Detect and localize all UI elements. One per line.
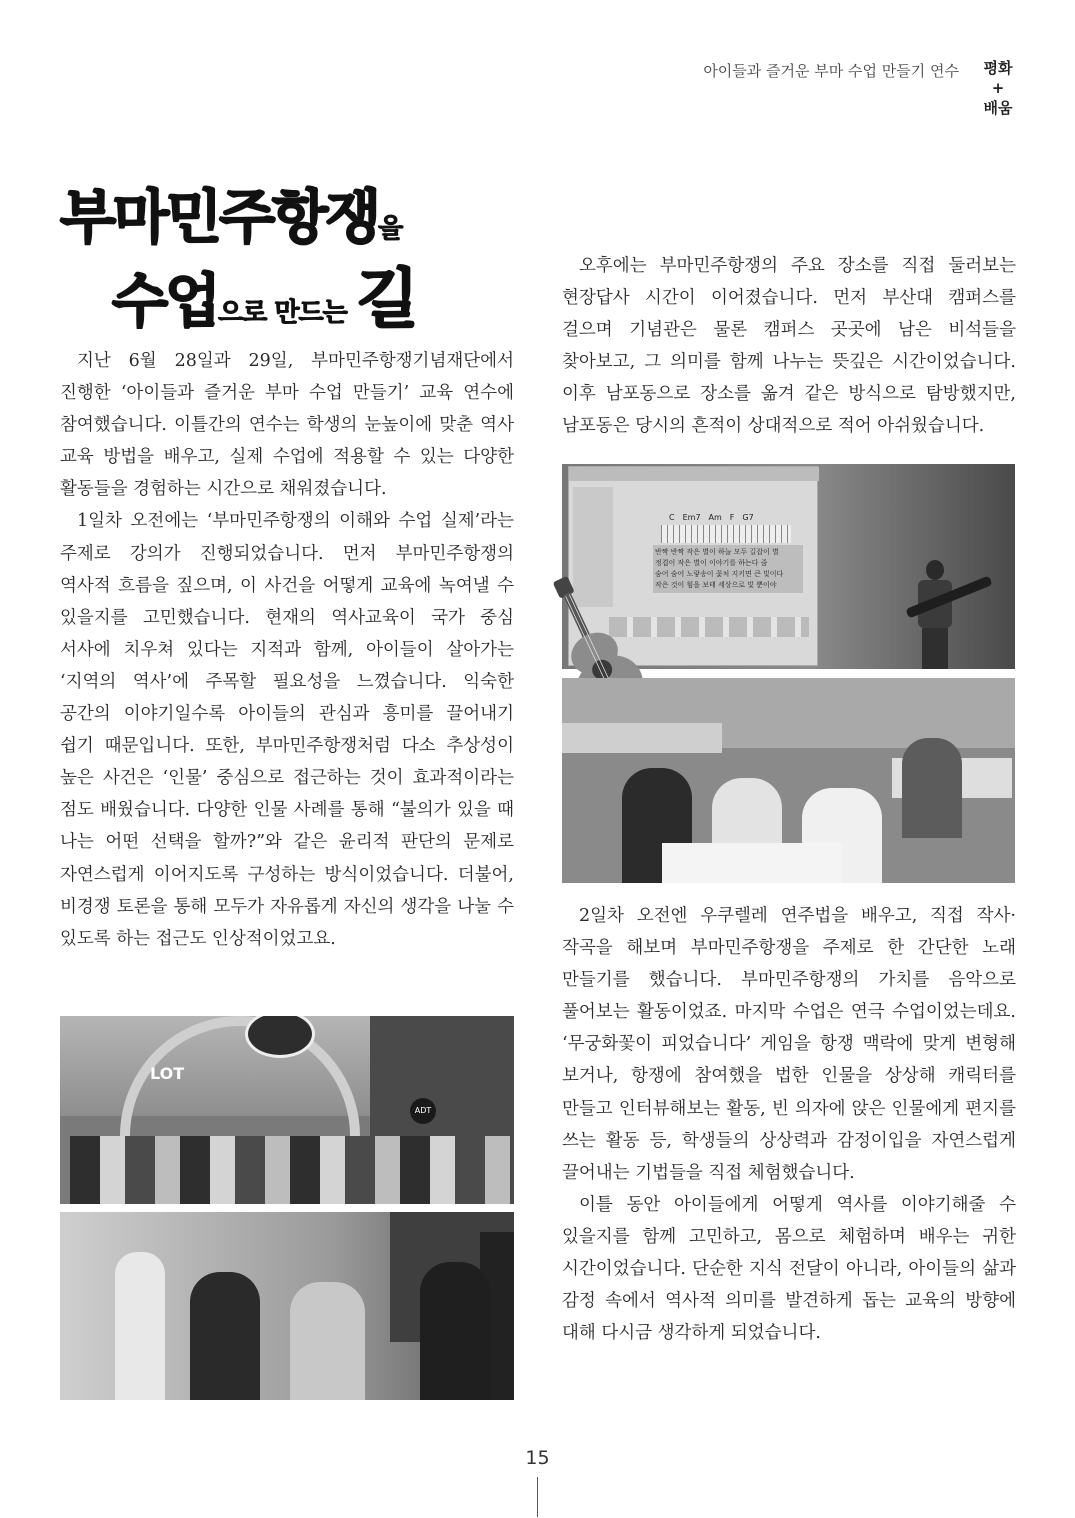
photo-street-tour	[60, 1016, 514, 1204]
article-headline	[60, 170, 530, 337]
paragraph: 2일차 오전엔 우쿠렐레 연주법을 배우고, 직접 작사·작곡을 해보며 부마민주항쟁을 주제로 한 간단한 노래 만들기를 했습니다. 부마민주항쟁의 가치를 음악으로 풀어보는 활동이었죠. 마지막 수업은 연극 수업이었는데요. ‘무궁화꽃이 피었습니다’ 게임을 항쟁 맥락에 맞게 변형해 보거나, 항쟁에 참여했을 법한 인물을 상상해 캐릭터를 만들고 인터뷰해보는 활동, 빈 의자에 앉은 인물에게 편지를 쓰는 활동 등, 학생들의 상상력과 감정이입을 자연스럽게 끌어내는 기법들을 직접 체험했습니다.	[562, 906, 1016, 1183]
section-title: 아이들과 즐거운 부마 수업 만들기 연수	[703, 62, 959, 80]
lyric-line: 작은 것이 힘을 보태 세상으로 빛 뿐이야	[655, 581, 777, 589]
left-column-text	[60, 345, 514, 955]
headline-line-2	[112, 248, 419, 340]
performer-figure	[914, 560, 954, 669]
brand-line-2: +	[991, 79, 1005, 97]
brand-line-1: 평화	[983, 59, 1013, 77]
chord-label: F	[729, 513, 735, 522]
person	[115, 1252, 165, 1400]
chord-label: Am	[708, 513, 722, 522]
photo-museum-tour	[60, 1212, 514, 1400]
crowd	[70, 1136, 510, 1204]
chord-label: C	[669, 513, 675, 522]
lyric-line: 정겹이 작은 별이 이야기를 하는다 줌	[655, 559, 768, 567]
headline-word-gil: 길	[356, 263, 419, 337]
headline-word-sueop: 수업	[112, 267, 219, 335]
person	[420, 1262, 490, 1400]
brand-mark	[981, 58, 1015, 118]
page-number: 15	[525, 1447, 550, 1469]
right-column-bottom-text	[562, 900, 1016, 1349]
person	[902, 738, 962, 838]
chord-label: G7	[742, 513, 754, 522]
headline-particle-eul: 을	[378, 214, 403, 244]
chord-label: Em7	[682, 513, 701, 522]
headline-phrase-mandeuneun: 으로 만드는	[218, 298, 347, 328]
paragraph: 지난 6월 28일과 29일, 부마민주항쟁기념재단에서 진행한 ‘아이들과 즐거운 부마 수업 만들기’ 교육 연수에 참여했습니다. 이틀간의 연수는 학생의 눈높이에 맞춘 역사 교육 방법을 배우고, 실제 수업에 적용할 수 있는 다양한 활동들을 경험하는 시간으로 채워졌습니다.	[60, 351, 514, 500]
person	[190, 1272, 260, 1400]
store-sign: ADT	[410, 1098, 436, 1124]
paragraph: 이틀 동안 아이들에게 어떻게 역사를 이야기해줄 수 있을지를 함께 고민하고, 몸으로 체험하며 배우는 귀한 시간이었습니다. 단순한 지식 전달이 아니라, 아이들의 삶과 감정 속에서 역사적 의미를 발견하게 돕는 교육의 방향에 대해 다시금 생각하게 되었습니다.	[562, 1194, 1016, 1344]
lyric-line: 반짝 반짝 작은 별이 하늘 모두 길잡이 별	[655, 548, 779, 556]
running-header	[703, 58, 1015, 118]
store-sign: LOT	[150, 1064, 185, 1083]
person	[290, 1282, 365, 1400]
brand-line-3: 배움	[983, 99, 1013, 117]
paragraph: 오후에는 부마민주항쟁의 주요 장소를 직접 둘러보는 현장답사 시간이 이어졌습니다. 먼저 부산대 캠퍼스를 걸으며 기념관은 물론 캠퍼스 곳곳에 남은 비석들을 찾아보고, 그 의미를 함께 나누는 뜻깊은 시간이었습니다. 이후 남포동으로 장소를 옮겨 같은 방식으로 탐방했지만, 남포동은 당시의 흔적이 상대적으로 적어 아쉬웠습니다.	[562, 256, 1016, 437]
headline-line-1	[60, 170, 402, 254]
lyric-line: 숨어 숨어 노랗송이 꽃처 지키면 큰 빛이다	[655, 570, 784, 578]
headline-word-bumahangjaeng: 부마민주항쟁	[60, 183, 379, 251]
right-column-top-text	[562, 250, 1016, 443]
page-number-rule	[537, 1477, 538, 1517]
paragraph: 1일차 오전에는 ‘부마민주항쟁의 이해와 수업 실제’라는 주제로 강의가 진행되었습니다. 먼저 부마민주항쟁의 역사적 흐름을 짚으며, 이 사건을 어떻게 교육에 녹여낼 수 있을지를 고민했습니다. 현재의 역사교육이 국가 중심 서사에 치우쳐 있다는 지적과 함께, 아이들이 살아가는 ‘지역의 역사’에 주목할 필요성을 느꼈습니다. 익숙한 공간의 이야기일수록 아이들의 관심과 흥미를 끌어내기 쉽기 때문입니다. 또한, 부마민주항쟁처럼 다소 추상성이 높은 사건은 ‘인물’ 중심으로 접근하는 것이 효과적이라는 점도 배웠습니다. 다양한 인물 사례를 통해 “불의가 있을 때 나는 어떤 선택을 할까?”와 같은 윤리적 판단의 문제로 자연스럽게 이어지도록 구성하는 방식이었습니다. 더불어, 비경쟁 토론을 통해 모두가 자유롭게 자신의 생각을 나눌 수 있도록 하는 접근도 인상적이었고요.	[60, 511, 514, 949]
photo-group-workshop	[562, 678, 1015, 883]
